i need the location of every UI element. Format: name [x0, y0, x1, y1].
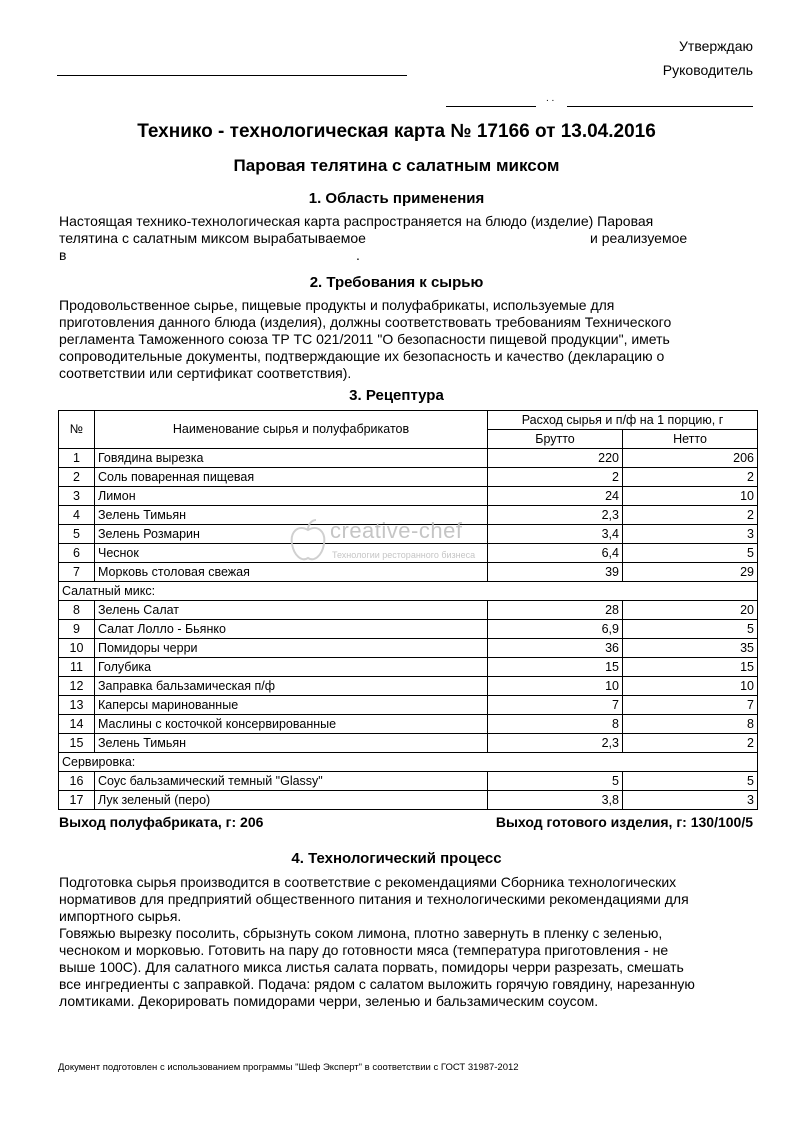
row-name: Заправка бальзамическая п/ф — [95, 677, 488, 696]
section1-line3b: . — [356, 247, 360, 263]
table-row — [59, 734, 758, 753]
table-row — [59, 715, 758, 734]
watermark-tagline: Технологии ресторанного бизнеса — [332, 550, 476, 560]
group-label: Салатный микс: — [59, 582, 758, 601]
approve-label: Утверждаю — [679, 38, 753, 54]
row-net: 10 — [623, 677, 758, 696]
table-row — [59, 772, 758, 791]
row-net: 2 — [623, 468, 758, 487]
table-row — [59, 696, 758, 715]
section4-line: нормативов для предприятий общественного питания и технологическими рекомендациями для — [59, 891, 689, 907]
row-number: 17 — [59, 791, 95, 810]
row-number: 14 — [59, 715, 95, 734]
table-row — [59, 791, 758, 810]
row-gross: 24 — [488, 487, 623, 506]
row-net: 3 — [623, 525, 758, 544]
row-name: Говядина вырезка — [95, 449, 488, 468]
group-label: Сервировка: — [59, 753, 758, 772]
row-net: 15 — [623, 658, 758, 677]
row-name: Каперсы маринованные — [95, 696, 488, 715]
table-row — [59, 677, 758, 696]
section2-line: приготовления данного блюда (изделия), должны соответствовать требованиям Технического — [59, 314, 672, 330]
row-net: 2 — [623, 506, 758, 525]
table-row — [59, 639, 758, 658]
date-dots: . . — [546, 93, 555, 104]
row-number: 12 — [59, 677, 95, 696]
row-net: 7 — [623, 696, 758, 715]
watermark-brand: creative-chef — [330, 518, 463, 543]
row-name: Соль поваренная пищевая — [95, 468, 488, 487]
section1-line1: Настоящая технико-технологическая карта распространяется на блюдо (изделие) Паровая — [59, 213, 654, 229]
row-number: 13 — [59, 696, 95, 715]
row-number: 10 — [59, 639, 95, 658]
table-row — [59, 601, 758, 620]
row-net: 206 — [623, 449, 758, 468]
row-name: Соус бальзамический темный "Glassy" — [95, 772, 488, 791]
section1-heading: 1. Область применения — [308, 190, 485, 207]
card-title: Технико - технологическая карта № 17166 от 13.04.2016 — [137, 121, 656, 142]
section4-heading: 4. Технологический процесс — [291, 850, 502, 867]
section1-line3a: в — [59, 247, 67, 263]
row-gross: 28 — [488, 601, 623, 620]
section4-line: чесноком и морковью. Готовить на пару до готовности мяса (температура приготовления - не — [59, 942, 669, 958]
section2-line: регламента Таможенного союза ТР ТС 021/2011 "О безопасности пищевой продукции", иметь — [59, 331, 670, 347]
row-gross: 8 — [488, 715, 623, 734]
row-name: Зелень Салат — [95, 601, 488, 620]
head-label: Руководитель — [662, 62, 753, 78]
row-net: 8 — [623, 715, 758, 734]
table-group-row — [59, 582, 758, 601]
row-net: 5 — [623, 544, 758, 563]
table-row — [59, 620, 758, 639]
row-gross: 6,4 — [488, 544, 623, 563]
row-gross: 39 — [488, 563, 623, 582]
row-number: 7 — [59, 563, 95, 582]
row-gross: 10 — [488, 677, 623, 696]
section2-line: соответствии или сертификат соответствия). — [59, 365, 352, 381]
table-row — [59, 468, 758, 487]
row-name: Маслины с косточкой консервированные — [95, 715, 488, 734]
watermark — [290, 518, 476, 567]
row-gross: 2,3 — [488, 734, 623, 753]
row-number: 5 — [59, 525, 95, 544]
section4-line: выше 100С). Для салатного микса листья салата порвать, помидоры черри разрезать, смешать — [59, 959, 684, 975]
section1-line2a: телятина с салатным миксом вырабатываемое — [59, 230, 366, 246]
section1-line3 — [59, 247, 739, 264]
col-consumption: Расход сырья и п/ф на 1 порцию, г — [488, 411, 758, 430]
row-number: 8 — [59, 601, 95, 620]
yield-semi: Выход полуфабриката, г: 206 — [59, 814, 264, 830]
col-gross: Брутто — [488, 430, 623, 449]
section4-text — [59, 874, 749, 1010]
section1-line2b: и реализуемое — [590, 230, 688, 246]
row-number: 11 — [59, 658, 95, 677]
row-number: 4 — [59, 506, 95, 525]
section4-line: Говяжью вырезку посолить, сбрызнуть соком лимона, плотно завернуть в пленку с зеленью, — [59, 925, 663, 941]
row-gross: 3,4 — [488, 525, 623, 544]
row-gross: 6,9 — [488, 620, 623, 639]
table-header-row — [59, 411, 758, 430]
row-net: 20 — [623, 601, 758, 620]
row-name: Зелень Тимьян — [95, 734, 488, 753]
section2-text — [59, 297, 739, 382]
row-number: 6 — [59, 544, 95, 563]
section2-line: сопроводительные документы, подтверждающие их безопасность и качество (декларацию о — [59, 348, 665, 364]
section4-line: все ингредиенты с заправкой. Подача: рядом с салатом выложить горячую говядину, нарезанную — [59, 976, 695, 992]
section1-text — [59, 213, 739, 264]
row-number: 15 — [59, 734, 95, 753]
col-number: № — [59, 411, 95, 449]
row-name: Помидоры черри — [95, 639, 488, 658]
name-line — [567, 106, 753, 107]
row-name: Лук зеленый (перо) — [95, 791, 488, 810]
section3-heading: 3. Рецептура — [349, 387, 444, 404]
row-gross: 220 — [488, 449, 623, 468]
row-name: Чеснок — [95, 544, 488, 563]
section1-line2 — [59, 230, 739, 247]
row-gross: 36 — [488, 639, 623, 658]
signature-line — [446, 106, 536, 107]
row-gross: 2 — [488, 468, 623, 487]
section2-line: Продовольственное сырье, пищевые продукты и полуфабрикаты, используемые для — [59, 297, 615, 313]
row-gross: 3,8 — [488, 791, 623, 810]
row-name: Салат Лолло - Бьянко — [95, 620, 488, 639]
table-row — [59, 563, 758, 582]
yield-final: Выход готового изделия, г: 130/100/5 — [495, 814, 753, 830]
row-number: 2 — [59, 468, 95, 487]
row-name: Лимон — [95, 487, 488, 506]
row-name: Голубика — [95, 658, 488, 677]
recipe-body — [59, 449, 758, 810]
section4-line: Подготовка сырья производится в соответствие с рекомендациями Сборника технологических — [59, 874, 677, 890]
table-row — [59, 487, 758, 506]
recipe-table — [58, 410, 758, 810]
row-number: 3 — [59, 487, 95, 506]
row-net: 29 — [623, 563, 758, 582]
col-name: Наименование сырья и полуфабрикатов — [95, 411, 488, 449]
section4-line: ломтиками. Декорировать помидорами черри, зеленью и бальзамическим соусом. — [59, 993, 599, 1009]
section2-heading: 2. Требования к сырью — [309, 274, 484, 291]
row-gross: 15 — [488, 658, 623, 677]
row-net: 10 — [623, 487, 758, 506]
org-signature-line — [57, 75, 407, 76]
row-name: Морковь столовая свежая — [95, 563, 488, 582]
row-name: Зелень Розмарин — [95, 525, 488, 544]
row-gross: 5 — [488, 772, 623, 791]
row-net: 5 — [623, 620, 758, 639]
row-name: Зелень Тимьян — [95, 506, 488, 525]
row-number: 16 — [59, 772, 95, 791]
row-net: 35 — [623, 639, 758, 658]
row-number: 1 — [59, 449, 95, 468]
row-gross: 2,3 — [488, 506, 623, 525]
apple-logo-icon — [290, 518, 326, 562]
table-row — [59, 449, 758, 468]
section4-line: импортного сырья. — [59, 908, 182, 924]
footer-note: Документ подготовлен с использованием программы "Шеф Эксперт" в соответствии с ГОСТ 31987-2012 — [58, 1062, 519, 1073]
row-gross: 7 — [488, 696, 623, 715]
table-row — [59, 658, 758, 677]
row-net: 3 — [623, 791, 758, 810]
row-number: 9 — [59, 620, 95, 639]
table-group-row — [59, 753, 758, 772]
row-net: 2 — [623, 734, 758, 753]
row-net: 5 — [623, 772, 758, 791]
col-net: Нетто — [623, 430, 758, 449]
dish-name: Паровая телятина с салатным миксом — [233, 156, 560, 175]
